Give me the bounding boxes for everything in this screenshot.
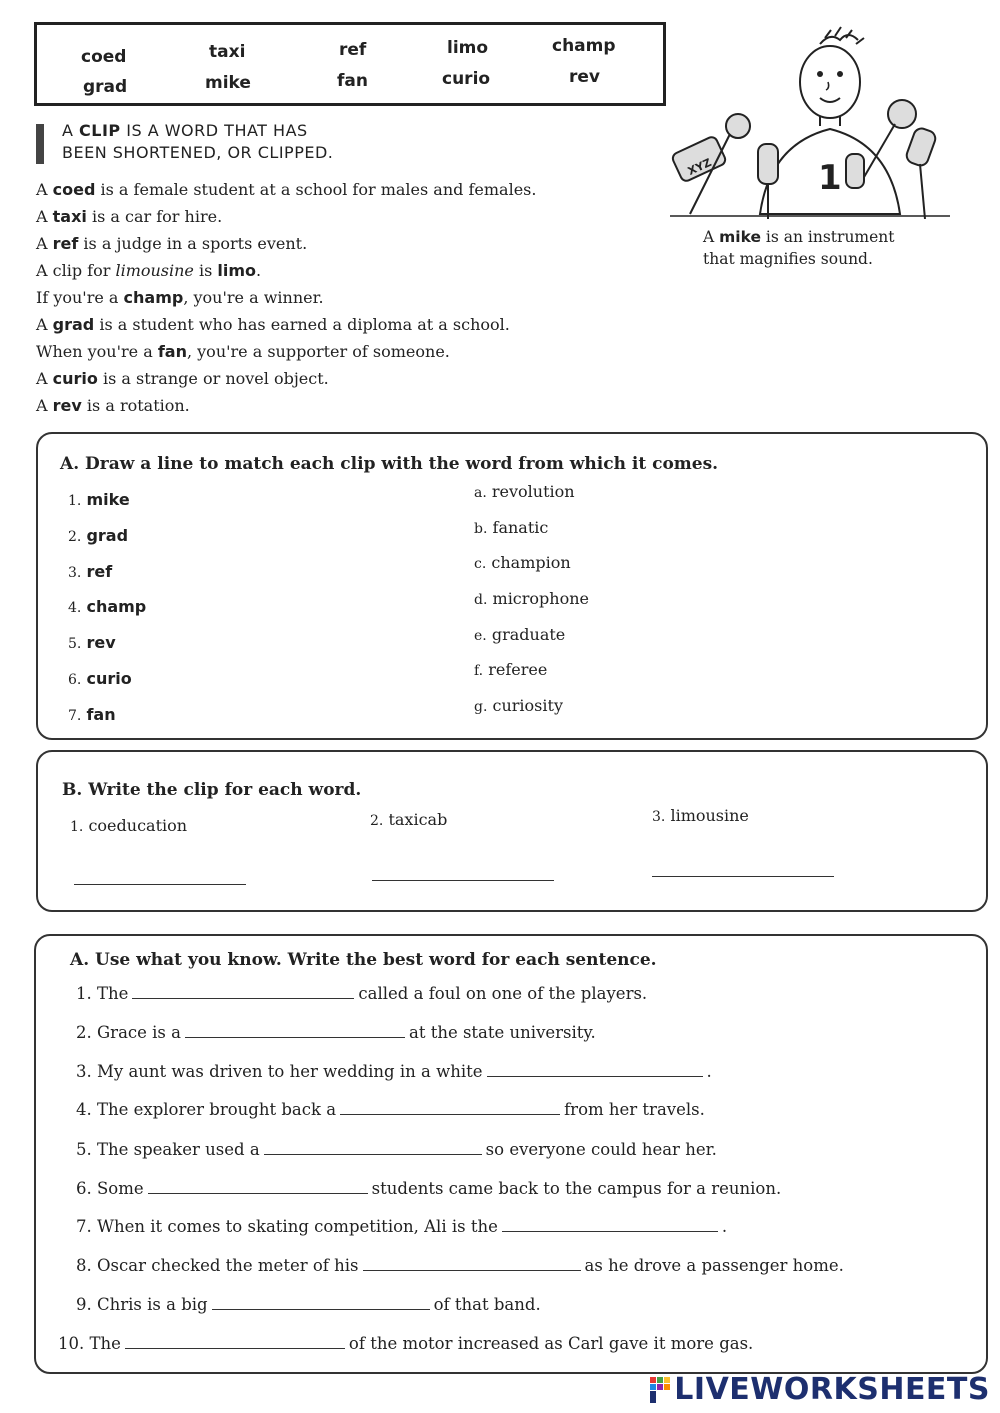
sentence-item: 3. My aunt was driven to her wedding in a white . <box>76 1062 712 1081</box>
definition-line: A clip for limousine is limo. <box>36 261 262 280</box>
definition-line: A ref is a judge in a sports event. <box>36 234 308 253</box>
write-clip-item: 3. limousine <box>652 806 749 825</box>
answer-blank[interactable] <box>372 880 554 881</box>
source-word-item[interactable]: e. graduate <box>474 625 566 644</box>
source-word-item[interactable]: b. fanatic <box>474 518 549 537</box>
definition-line: When you're a fan, you're a supporter of someone. <box>36 342 450 361</box>
liveworksheets-logo <box>650 1372 990 1407</box>
answer-blank[interactable] <box>340 1100 560 1115</box>
word-bank-word: limo <box>447 38 489 58</box>
definition-line: A rev is a rotation. <box>36 396 190 415</box>
sentence-item: 8. Oscar checked the meter of his as he drove a passenger home. <box>76 1256 844 1275</box>
sentence-item: 2. Grace is a at the state university. <box>76 1023 596 1042</box>
intro-bar <box>36 124 44 164</box>
clip-item[interactable]: 2. grad <box>68 526 129 545</box>
intro-definition <box>36 120 333 164</box>
word-bank-word: coed <box>81 47 127 67</box>
intro-pre: A <box>62 121 80 140</box>
write-clip-item: 2. taxicab <box>370 810 448 829</box>
matching-section <box>36 432 988 740</box>
definition-line: A coed is a female student at a school for males and females. <box>36 180 537 199</box>
clip-item[interactable]: 7. fan <box>68 705 116 724</box>
svg-text:1: 1 <box>818 158 842 198</box>
answer-blank[interactable] <box>502 1217 718 1232</box>
clip-item[interactable]: 3. ref <box>68 562 113 581</box>
write-clip-item: 1. coeducation <box>70 816 188 835</box>
answer-blank[interactable] <box>132 984 354 999</box>
sentence-item: 4. The explorer brought back a from her travels. <box>76 1100 705 1119</box>
word-bank-word: curio <box>442 69 491 89</box>
sentence-item: 9. Chris is a big of that band. <box>76 1295 541 1314</box>
sentence-item: 1. The called a foul on one of the players. <box>76 984 648 1003</box>
answer-blank[interactable] <box>185 1023 405 1038</box>
source-word-item[interactable]: g. curiosity <box>474 696 563 715</box>
answer-blank[interactable] <box>652 876 834 877</box>
word-bank-word: grad <box>83 77 128 97</box>
intro-line2: BEEN SHORTENED, OR CLIPPED. <box>62 143 334 162</box>
answer-blank[interactable] <box>264 1140 482 1155</box>
definition-line: If you're a champ, you're a winner. <box>36 288 324 307</box>
liveworksheets-logo-icon <box>650 1377 670 1403</box>
answer-blank[interactable] <box>487 1062 703 1077</box>
write-clip-section <box>36 750 988 912</box>
sentence-item: 7. When it comes to skating competition, Ali is the . <box>76 1217 728 1236</box>
answer-blank[interactable] <box>74 884 246 885</box>
intro-bold: CLIP <box>79 121 121 140</box>
matching-instruction: A. Draw a line to match each clip with the word from which it comes. <box>60 454 719 474</box>
answer-blank[interactable] <box>125 1334 345 1349</box>
word-bank-word: fan <box>337 71 368 91</box>
definitions-list <box>36 176 536 419</box>
source-word-item[interactable]: a. revolution <box>474 482 575 501</box>
answer-blank[interactable] <box>363 1256 581 1271</box>
definition-line: A grad is a student who has earned a diploma at a school. <box>36 315 510 334</box>
fill-in-instruction: A. Use what you know. Write the best word for each sentence. <box>70 950 657 970</box>
word-bank <box>34 22 666 106</box>
source-word-item[interactable]: c. champion <box>474 553 571 572</box>
definition-line: A curio is a strange or novel object. <box>36 369 329 388</box>
word-bank-word: rev <box>569 67 600 87</box>
clip-item[interactable]: 5. rev <box>68 633 116 652</box>
sentence-item: 10. The of the motor increased as Carl gave it more gas. <box>58 1334 754 1353</box>
mike-caption: A mike is an instrument that magnifies sound. <box>703 228 895 268</box>
answer-blank[interactable] <box>212 1295 430 1310</box>
intro-post: IS A WORD THAT HAS <box>120 121 308 140</box>
girl-with-microphones-illustration <box>670 24 950 219</box>
word-bank-word: ref <box>339 40 367 60</box>
word-bank-word: champ <box>552 36 616 56</box>
source-word-item[interactable]: f. referee <box>474 660 548 679</box>
word-bank-word: taxi <box>209 42 246 62</box>
answer-blank[interactable] <box>148 1179 368 1194</box>
intro-text <box>62 120 333 164</box>
clip-item[interactable]: 1. mike <box>68 490 130 509</box>
definition-line: A taxi is a car for hire. <box>36 207 223 226</box>
sentence-item: 6. Some students came back to the campus for a reunion. <box>76 1179 782 1198</box>
clip-item[interactable]: 4. champ <box>68 597 147 616</box>
source-word-item[interactable]: d. microphone <box>474 589 589 608</box>
clip-item[interactable]: 6. curio <box>68 669 132 688</box>
word-bank-word: mike <box>205 73 251 93</box>
liveworksheets-logo-text: LIVEWORKSHEETS <box>674 1372 990 1407</box>
svg-text:XYZ: XYZ <box>685 155 714 179</box>
write-clip-instruction: B. Write the clip for each word. <box>62 780 362 800</box>
sentence-item: 5. The speaker used a so everyone could hear her. <box>76 1140 717 1159</box>
